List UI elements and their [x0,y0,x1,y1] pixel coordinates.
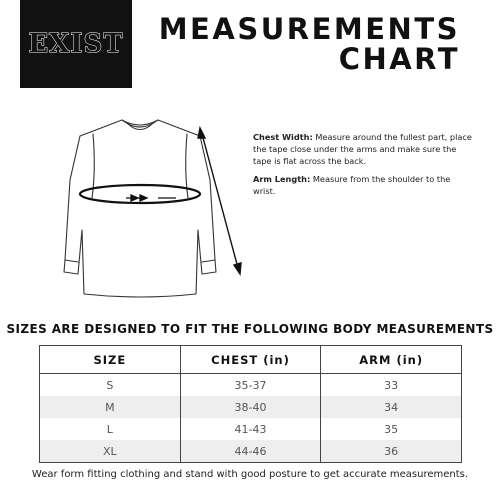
size-table [39,345,462,463]
shirt-diagram [30,110,250,310]
note-label: Chest Width: [253,132,313,142]
table-header-row [40,346,461,374]
header-cell-arm: ARM (in) [320,346,461,373]
note-arm-length [253,173,475,197]
arm-cell: 35 [320,418,461,440]
table-row [40,396,461,418]
page-title-line-2: CHART [338,42,460,76]
chest-cell: 35-37 [180,374,321,396]
arm-cell: 36 [320,440,461,462]
size-cell: XL [103,444,117,458]
arm-cell: 34 [320,396,461,418]
size-cell: M [105,400,115,414]
shirt-outline [64,120,216,297]
footer-note: Wear form fitting clothing and stand with good posture to get accurate measurements. [31,469,469,480]
header-cell-chest: CHEST (in) [180,346,321,373]
arm-length-arrow [198,128,241,274]
table-row [40,418,461,440]
page-title-line-1: MEASUREMENTS [158,12,460,46]
chest-cell: 41-43 [180,418,321,440]
note-text: Measure from the shoulder to the wrist. [253,174,451,196]
section-title: SIZES ARE DESIGNED TO FIT THE FOLLOWING BODY MEASUREMENTS [6,322,494,336]
header-cell-size: SIZE [93,352,127,367]
chest-cell: 44-46 [180,440,321,462]
note-label: Arm Length: [253,174,311,184]
table-row [40,440,461,462]
chest-cell: 38-40 [180,396,321,418]
brand-logo [20,0,132,88]
chest-arrows [126,195,176,201]
brand-logo-text: EXIST [28,29,124,59]
note-text: Measure around the fullest part, place the tape close under the arms and make sure the tape is flat across the back. [253,132,472,166]
note-chest-width [253,131,475,167]
table-row [40,374,461,396]
page-title [159,14,460,74]
measurement-notes [253,131,475,203]
arm-cell: 33 [320,374,461,396]
size-cell: S [106,378,114,392]
size-cell: L [106,422,113,436]
